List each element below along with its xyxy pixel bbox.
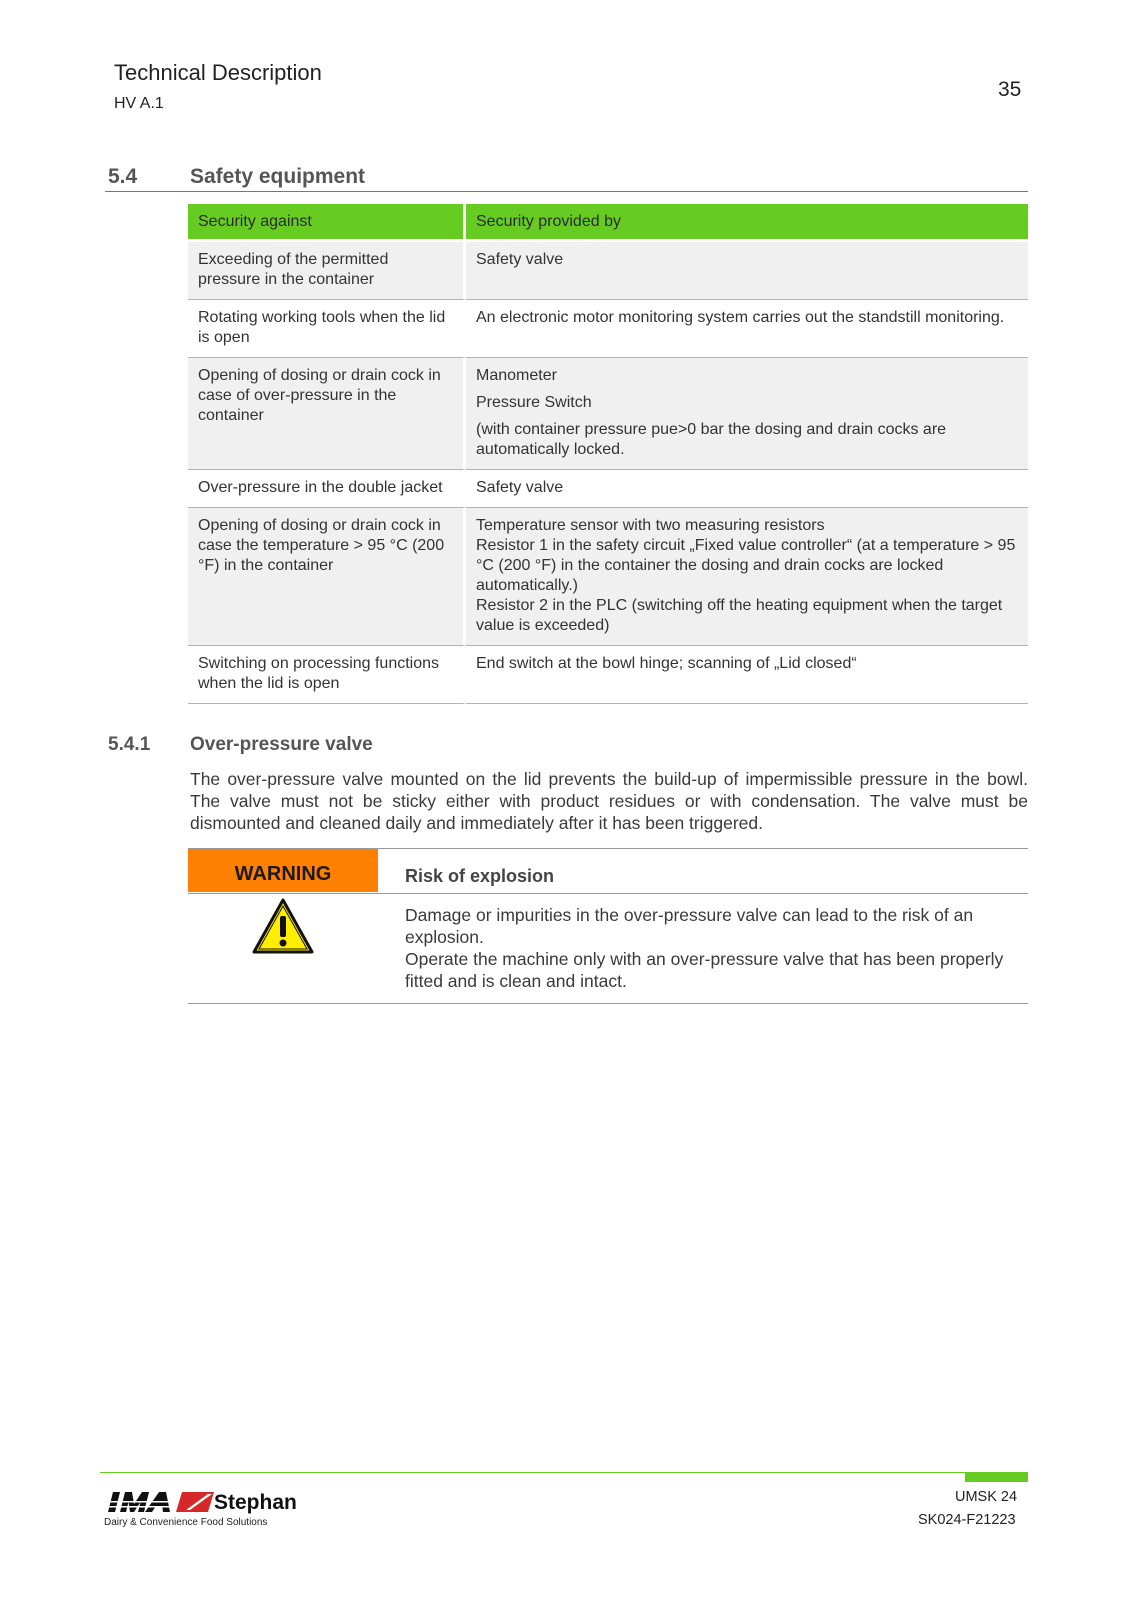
warning-triangle-icon	[251, 897, 315, 955]
subsection-title: Over-pressure valve	[190, 734, 373, 755]
security-provided-cell	[466, 239, 1028, 300]
document-reference: SK024-F21223	[918, 1512, 1016, 1528]
footer-divider	[100, 1472, 1028, 1473]
warning-label: WARNING	[188, 849, 378, 892]
warning-title: Risk of explosion	[405, 866, 555, 886]
ima-stephan-logo	[104, 1480, 304, 1532]
security-against-cell: Rotating working tools when the lid is open	[188, 300, 466, 358]
cell-line: An electronic motor monitoring system carries out the standstill monitoring.	[476, 309, 1005, 326]
logo-tagline: Dairy & Convenience Food Solutions	[104, 1517, 268, 1528]
document-subtitle: HV A.1	[114, 95, 164, 112]
warning-line: Operate the machine only with an over-pressure valve that has been properly fitted and is clean and intact.	[405, 949, 1004, 991]
logo-brand-text: Stephan	[214, 1491, 297, 1514]
table-row	[188, 358, 1028, 470]
table-row	[188, 508, 1028, 646]
footer-accent-bar	[965, 1473, 1028, 1482]
cell-line: Resistor 1 in the safety circuit „Fixed value controller“ (at a temperature > 95 °C (200 °F) in the container the dosing and drain cocks are locked automatically.)	[476, 537, 1016, 594]
document-title: Technical Description	[114, 60, 322, 85]
warning-body	[405, 904, 1025, 992]
cell-line: Manometer	[476, 367, 557, 384]
cell-line: Pressure Switch	[476, 394, 592, 411]
table-row	[188, 239, 1028, 300]
subsection-number: 5.4.1	[108, 734, 151, 755]
security-provided-cell	[466, 646, 1028, 704]
security-against-cell: Exceeding of the permitted pressure in the container	[188, 239, 466, 300]
section-number: 5.4	[108, 165, 138, 188]
cell-line: Temperature sensor with two measuring resistors	[476, 517, 825, 534]
table-row	[188, 470, 1028, 508]
safety-equipment-table	[188, 204, 1028, 704]
table-row	[188, 646, 1028, 704]
security-against-cell: Opening of dosing or drain cock in case the temperature > 95 °C (200 °F) in the container	[188, 508, 466, 646]
security-against-cell: Opening of dosing or drain cock in case of over-pressure in the container	[188, 358, 466, 470]
document-code: UMSK 24	[955, 1489, 1018, 1505]
security-provided-cell	[466, 358, 1028, 470]
cell-line: End switch at the bowl hinge; scanning of „Lid closed“	[476, 655, 857, 672]
security-against-cell: Over-pressure in the double jacket	[188, 470, 466, 508]
section-divider	[105, 191, 1028, 192]
cell-line: (with container pressure pue>0 bar the dosing and drain cocks are automatically locked.	[476, 421, 947, 458]
warning-middle-divider	[188, 893, 1028, 894]
table-row	[188, 300, 1028, 358]
cell-line: Resistor 2 in the PLC (switching off the heating equipment when the target value is exceeded)	[476, 597, 1003, 634]
table-header-row	[188, 204, 1028, 239]
cell-line: Safety valve	[476, 251, 564, 268]
security-provided-cell	[466, 508, 1028, 646]
warning-bottom-divider	[188, 1003, 1028, 1004]
subsection-body: The over-pressure valve mounted on the lid prevents the build-up of impermissible pressure in the bowl. The valve must not be sticky either with product residues or with condensation. The valve must be dismounted and cleaned daily and immediately after it has been triggered.	[190, 769, 1028, 833]
section-title: Safety equipment	[190, 165, 366, 188]
security-provided-cell	[466, 470, 1028, 508]
column-header-security-provided-by: Security provided by	[466, 204, 1028, 239]
security-provided-cell	[466, 300, 1028, 358]
column-header-security-against: Security against	[188, 204, 466, 239]
page-number: 35	[998, 78, 1022, 101]
security-against-cell: Switching on processing functions when the lid is open	[188, 646, 466, 704]
warning-line: Damage or impurities in the over-pressure valve can lead to the risk of an explosion.	[405, 905, 974, 947]
cell-line: Safety valve	[476, 479, 564, 496]
